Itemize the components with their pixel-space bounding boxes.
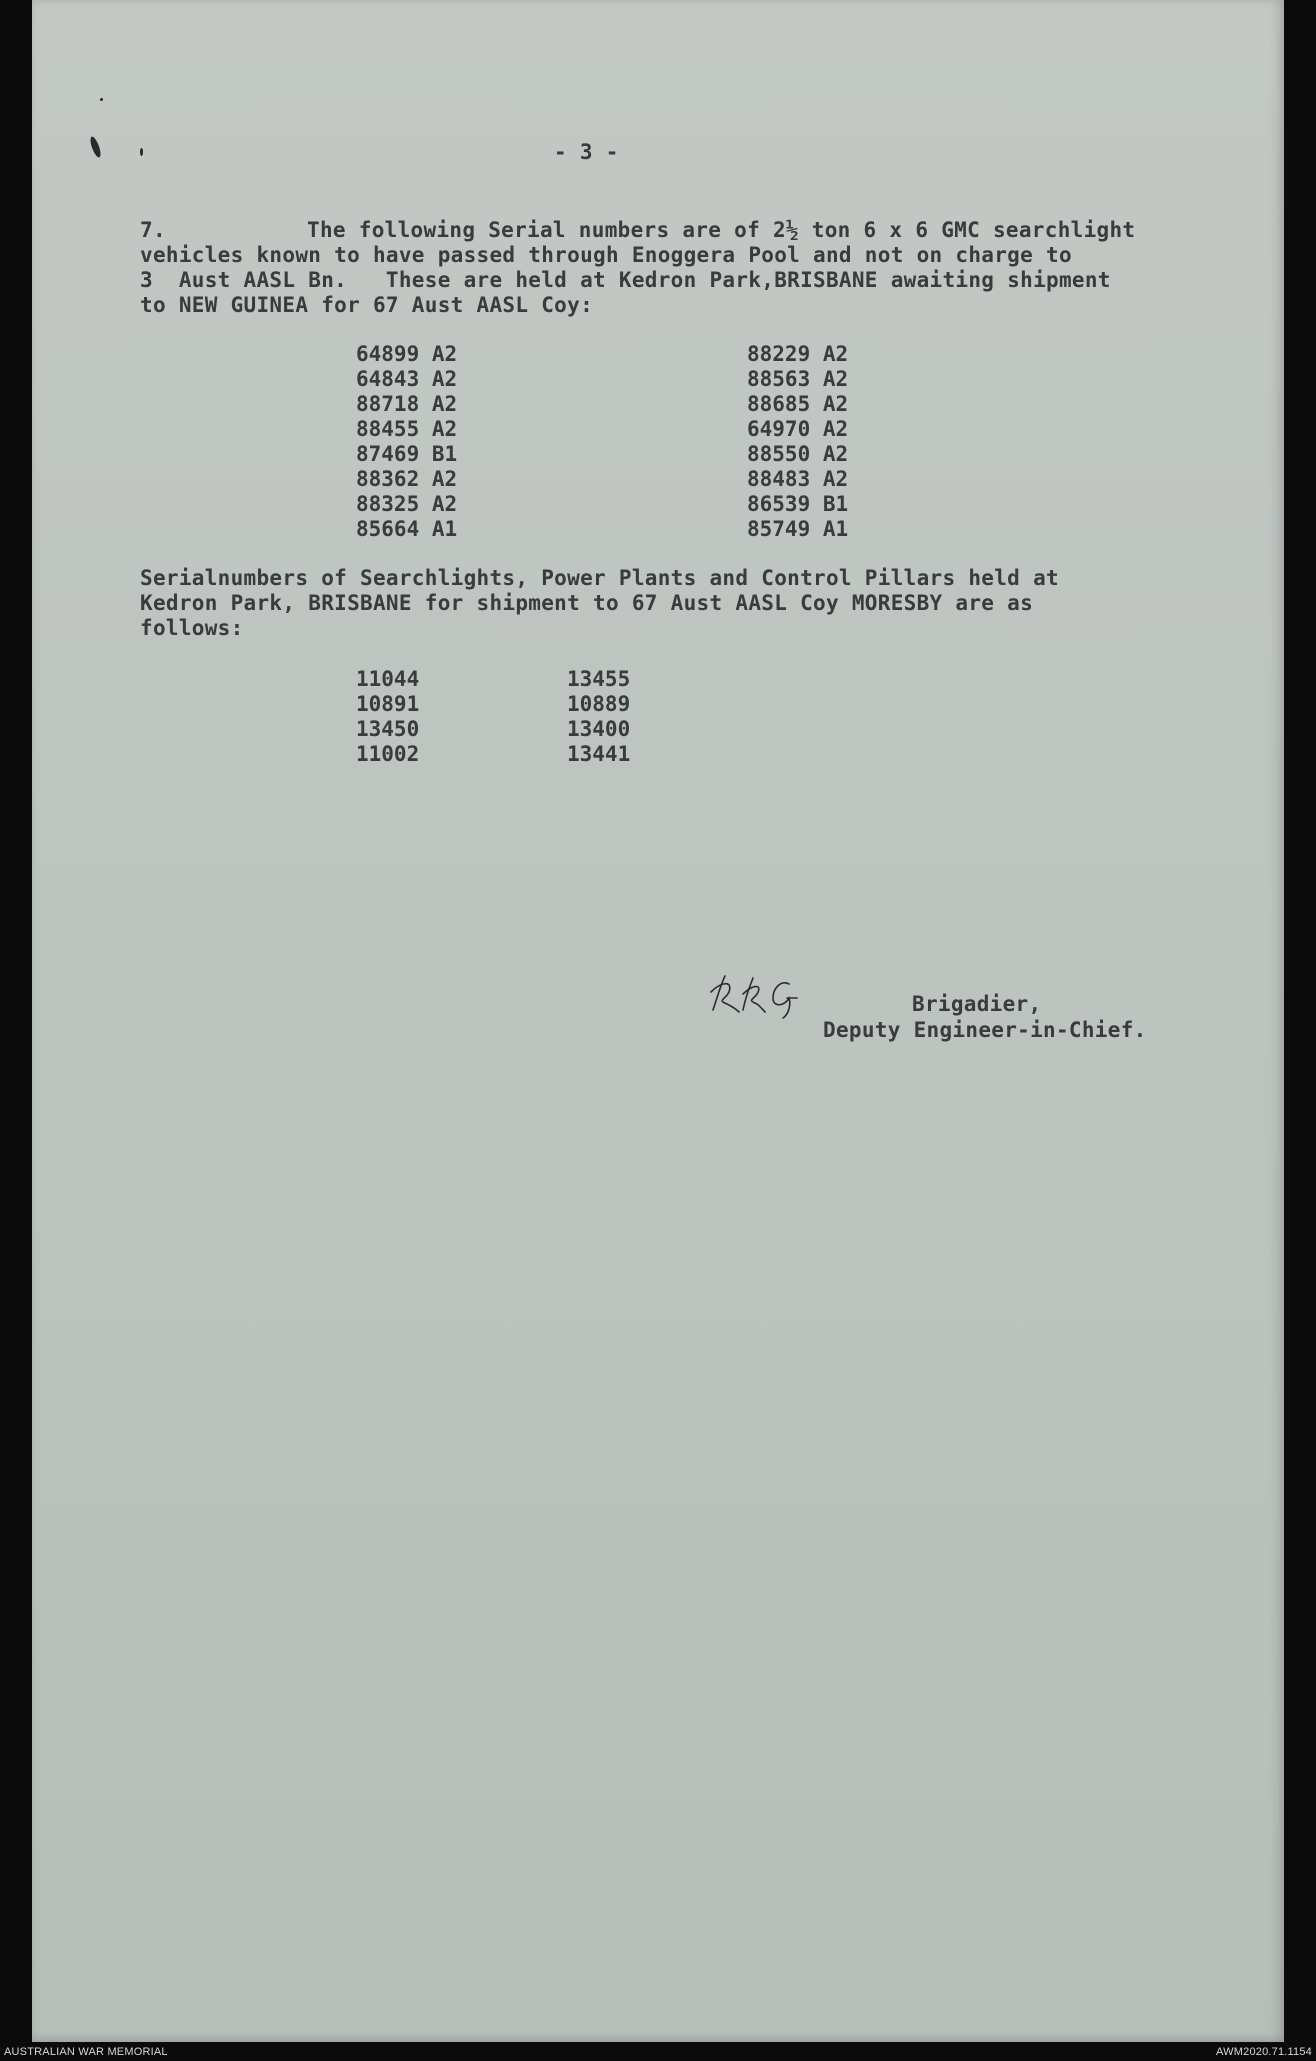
paragraph-line: The following Serial numbers are of 2½ ton 6 x 6 GMC searchlight (307, 218, 1136, 242)
searchlight-serial: 13450 (356, 717, 420, 741)
vehicle-serial: 88455 A2 (356, 417, 458, 441)
vehicle-serial: 88325 A2 (356, 492, 458, 516)
paragraph-line: to NEW GUINEA for 67 Aust AASL Coy: (140, 293, 594, 317)
handwritten-signature (703, 970, 818, 1020)
paragraph-line: follows: (140, 616, 244, 640)
paragraph-line: vehicles known to have passed through Enoggera Pool and not on charge to (140, 243, 1072, 267)
punch-mark (100, 98, 103, 101)
searchlight-serial-column-1 (356, 667, 419, 767)
searchlight-serial: 11002 (356, 742, 420, 766)
vehicle-serial: 88362 A2 (356, 467, 458, 491)
paragraph-number: 7. (140, 218, 166, 242)
searchlight-serial: 11044 (356, 667, 420, 691)
vehicle-serial: 85749 A1 (747, 517, 849, 541)
vehicle-serial: 87469 B1 (356, 442, 458, 466)
paragraph-line: Serialnumbers of Searchlights, Power Plants and Control Pillars held at (140, 566, 1059, 590)
searchlight-serial: 10889 (567, 692, 631, 716)
paragraph-line: Kedron Park, BRISBANE for shipment to 67 Aust AASL Coy MORESBY are as (140, 591, 1034, 615)
page-number: - 3 - (554, 140, 619, 164)
vehicle-serial-column-2 (747, 342, 848, 542)
punch-mark (140, 148, 143, 156)
vehicle-serial: 88229 A2 (747, 342, 849, 366)
paragraph-line: 3 Aust AASL Bn. These are held at Kedron Park,BRISBANE awaiting shipment (140, 268, 1111, 292)
vehicle-serial: 88550 A2 (747, 442, 849, 466)
searchlight-serial: 13455 (567, 667, 631, 691)
signatory-title: Deputy Engineer-in-Chief. (823, 1018, 1147, 1042)
signatory-rank: Brigadier, (912, 992, 1042, 1016)
vehicle-serial: 64843 A2 (356, 367, 458, 391)
vehicle-serial: 64899 A2 (356, 342, 458, 366)
footer-reference: AWM2020.71.1154 (1216, 2046, 1312, 2058)
vehicle-serial-column-1 (356, 342, 457, 542)
vehicle-serial: 64970 A2 (747, 417, 849, 441)
searchlight-serial: 13441 (567, 742, 631, 766)
punch-mark (88, 135, 102, 158)
vehicle-serial: 88483 A2 (747, 467, 849, 491)
vehicle-serial: 88685 A2 (747, 392, 849, 416)
vehicle-serial: 85664 A1 (356, 517, 458, 541)
searchlight-serial: 13400 (567, 717, 631, 741)
searchlight-serial-column-2 (567, 667, 630, 767)
vehicle-serial: 88563 A2 (747, 367, 849, 391)
vehicle-serial: 86539 B1 (747, 492, 849, 516)
searchlight-serial: 10891 (356, 692, 420, 716)
vehicle-serial: 88718 A2 (356, 392, 458, 416)
footer-institution: AUSTRALIAN WAR MEMORIAL (4, 2046, 168, 2058)
